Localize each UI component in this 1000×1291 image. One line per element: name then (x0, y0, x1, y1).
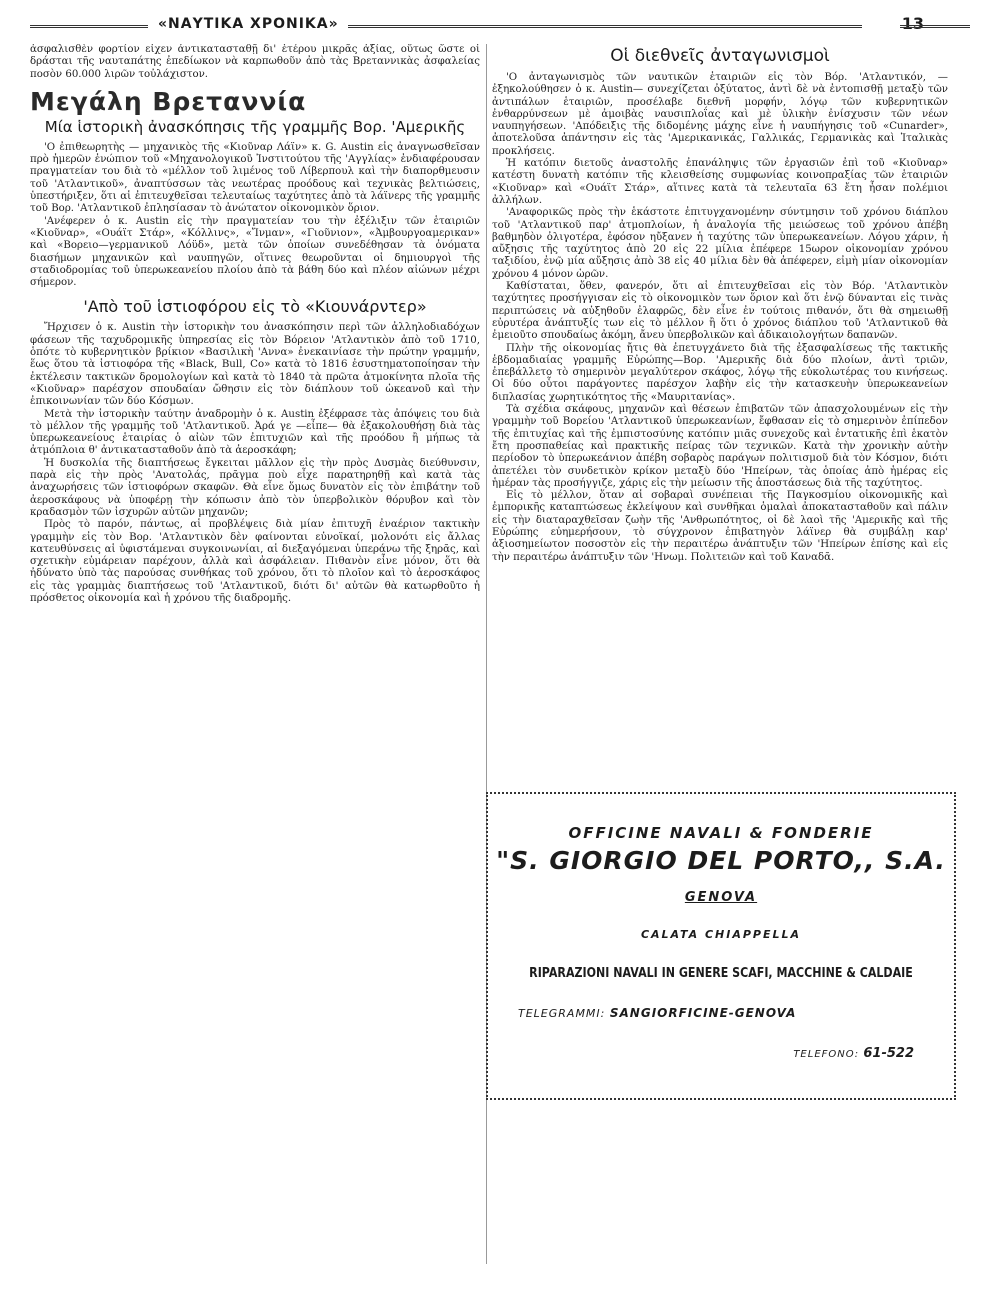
paragraph: 'Αναφορικῶς πρὸς τὴν ἑκάστοτε ἐπιτυγχανομένην σύντμησιν τοῦ χρόνου διάπλου τοῦ 'Ατλαντικοῦ παρ' ἀτμοπλοίων, ἡ ἀναλογία τῆς μειώσεως τοῦ χρόνου ἀπέβη βαθμηδὸν ὀλιγοτέρα, ἐφόσον ηὔξανεν ἡ ταχύτης τῶν ὑπερωκεανείων. Λόγου χάριν, ἡ αὔξησις τῆς ταχύτητος ἀπὸ 20 εἰς 22 μίλια ἐπέφερε 15ωρον οἰκονομίαν χρόνου ταξιδίου, ἐνῷ μία αὔξησις ἀπὸ 38 εἰς 40 μίλια δὲν θὰ ἀπέφερεν, εἰμὴ μίαν οἰκονομίαν χρόνου 4 μόνον ὡρῶν. (492, 207, 948, 280)
article-subtitle: Μία ἱστορικὴ ἀνασκόπησις τῆς γραμμῆς Βορ. 'Αμερικῆς (44, 117, 466, 136)
ad-telegram-label: TELEGRAMMI: (518, 1007, 606, 1020)
paragraph: Καθίσταται, ὅθεν, φανερόν, ὅτι αἱ ἐπιτευχθεῖσαι εἰς τὸν Βόρ. 'Ατλαντικὸν ταχύτητες προσήγγισαν εἰς τὸ οἰκονομικὸν των ὅριον καὶ ὅτι ἐνῷ δύνανται εἰς τινὰς περιπτώσεις νὰ αὐξηθοῦν ἐλαφρῶς, δὲν εἶνε ἐν τούτοις πιθανόν, ὅτι θὰ σημειωθῇ εὐρυτέρα ἀνάπτυξίς των εἰς τὸ μέλλον ἢ ὅτι ὁ χρόνος διάπλου τοῦ 'Ατλαντικοῦ θὰ ἐμειοῦτο σπουδαίως ἀκόμη, ἄνευ ὑπερβολικῶν καὶ ἀδικαιολογήτων δαπανῶν. (492, 281, 948, 342)
ad-city: GENOVA (684, 890, 758, 905)
section-heading: Οἱ διεθνεῖς ἀνταγωνισμοὶ (610, 46, 830, 66)
ad-phone-value: 61-522 (863, 1046, 914, 1061)
journal-title: «ΝΑΥΤΙΚΑ ΧΡΟΝΙΚΑ» (158, 16, 339, 32)
paragraph: Μετὰ τὴν ἱστορικὴν ταύτην ἀναδρομὴν ὁ κ. Austin ἐξέφρασε τὰς ἀπόψεις του διὰ τὸ μέλλον τῆς γραμμῆς τοῦ 'Ατλαντικοῦ. Ἀρά γε —εἶπε— θὰ ἐξακολουθήσῃ διὰ τὰς ὑπερωκεανείους ἑταιρίας ὁ αἰὼν τῶν ἐπιτυχιῶν καὶ τῆς προόδου ἢ μήπως τὰ ἀτμόπλοια θ' ἀντικατασταθοῦν ἀπὸ τὰ ἀεροσκάφη; (30, 408, 480, 457)
paragraph: Τὰ σχέδια σκάφους, μηχανῶν καὶ θέσεων ἐπιβατῶν τῶν ἀπασχολουμένων εἰς τὴν γραμμὴν τοῦ Βορείου 'Ατλαντικοῦ ὑπερωκεανίων, ἔφθασαν εἰς τὸ σημερινὸν ἐπίπεδον τῆς ἐπιτυχίας καὶ τῆς ἐμπιστοσύνης κατόπιν μιᾶς συνεχοῦς καὶ ἐντατικῆς ἐπὶ ἑκατὸν ἔτη προσπαθείας καὶ πρακτικῆς πείρας τῶν τεχνικῶν. Κατὰ τὴν χρονικὴν αὐτὴν περίοδον τὸ ὑπερωκεάνιον ἀπέβη σοβαρὸς παράγων πολιτισμοῦ διὰ τὸν Κόσμον, διότι ἀπετέλει τὸν συνδετικὸν κρίκον μεταξὺ δύο 'Ηπείρων, τὰς ὁποίας ἀπὸ ἡμέρας εἰς ἡμέραν τὰς προσήγγιζε, χάρις εἰς τὴν μείωσιν τῆς ἀποστάσεως διὰ τῆς ταχύτητος. (492, 404, 948, 489)
header-rule-right (900, 25, 970, 28)
ad-services: RIPARAZIONI NAVALI IN GENERE SCAFI, MACCHINE & CALDAIE (529, 966, 913, 981)
right-column (492, 44, 948, 784)
ad-company-name: "S. GIORGIO DEL PORTO,, S.A. (496, 846, 946, 875)
header-rule-left (30, 25, 148, 28)
ad-telegram (518, 1006, 796, 1020)
paragraph: Ἡ δυσκολία τῆς διαπτήσεως ἔγκειται μᾶλλον εἰς τὴν πρὸς Δυσμὰς διεύθυνσιν, παρὰ εἰς τὴν πρὸς 'Ανατολάς, πρᾶγμα ποὺ εἶχε παρατηρηθῇ καὶ κατὰ τὰς ἀναχωρήσεις τῶν ἱστιοφόρων σκαφῶν. Θὰ εἶνε ὅμως δυνατὸν εἰς τὸν ἐπιβάτην τοῦ ἀεροσκάφους νὰ ὑποφέρῃ τὴν κόπωσιν ἀπὸ τὸν ὑπερβολικὸν θόρυβον καὶ τὸν κραδασμὸν τῶν ἰσχυρῶν αὐτῶν μηχανῶν; (30, 457, 480, 518)
running-header (30, 14, 970, 38)
paragraph: 'Ο ἀνταγωνισμὸς τῶν ναυτικῶν ἑταιριῶν εἰς τὸν Βόρ. 'Ατλαντικόν, —ἐξηκολούθησεν ὁ κ. Austin— συνεχίζεται ὀξύτατος, ἀντὶ δὲ νὰ ἐντοπισθῇ μεταξὺ τῶν ἀντιπάλων ἑταιριῶν, προσέλαβε διεθνῆ μορφήν, λόγῳ τῶν κυβερνητικῶν ἐνθαρρύνσεων μὲ ἀμοιβὰς ναυσιπλοΐας καὶ μὲ ὑλικὴν ἐνίσχυσιν τῶν νέων ναυπηγήσεων. 'Απόδειξις τῆς διδομένης μάχης εἶνε ἡ ναυπήγησις τοῦ «Cunarder», ἀποτελοῦσα ἀπάντησιν εἰς τὰς 'Αμερικανικάς, Γαλλικάς, Γερμανικὰς καὶ Ἰταλικὰς προκλήσεις. (492, 72, 948, 157)
ad-line-officine: OFFICINE NAVALI & FONDERIE (568, 824, 874, 842)
ad-address: CALATA CHIAPPELLA (640, 928, 802, 941)
page-number: 13 (901, 14, 924, 33)
ad-phone (793, 1046, 914, 1061)
paragraph: 'Ο ἐπιθεωρητὴς — μηχανικὸς τῆς «Κιοῦναρ Λάϊν» κ. G. Austin εἰς ἀναγνωσθεῖσαν πρὸ ἡμερῶν ἐνώπιον τοῦ «Μηχανολογικοῦ Ἰνστιτούτου τῆς 'Αγγλίας» ἐνδιαφέρουσαν πραγματείαν του διὰ τὸ «μέλλον τοῦ λιμένος τοῦ Λίβερπουλ καὶ τὴν διαπορθμευσιν τοῦ 'Ατλαντικοῦ», ἀναπτύσσων τὰς νεωτέρας προόδους καὶ τεχνικὰς βελτιώσεις, ὑπεστήριξεν, ὅτι αἱ ἐπιτευχθεῖσαι τελευταίως ταχύτητες ἀπὸ τὰ λάϊνερς τῆς γραμμῆς τοῦ Βορ. 'Ατλαντικοῦ ἐπλησίασαν τὸ ἀνώτατον οἰκονομικὸν ὅριον. (30, 141, 480, 215)
paragraph: 'Ανέφερεν ὁ κ. Austin εἰς τὴν πραγματείαν του τὴν ἐξέλιξιν τῶν ἑταιριῶν «Κιοῦναρ», «Ουάϊτ Στάρ», «Κόλλινς», «Ἴνμαν», «Γιοῦνιον», «Ἀμβουργοαμερικαν» καὶ «Βορειο—γερμανικοῦ Λόϋδ», μετὰ τῶν ὁποίων συνεδέθησαν τὰ ὀνόματα διασήμων μηχανικῶν καὶ ναυπηγῶν, οἵτινες θεωροῦνται οἱ δημιουργοὶ τῆς σταδιοδρομίας τοῦ ὑπερωκεανείου πλοίου ἀπὸ τὰ βάθη δύο καὶ πλέον αἰώνων μέχρι σήμερον. (30, 215, 480, 289)
article-title: Μεγάλη Βρεταννία (30, 86, 307, 116)
section-heading: 'Απὸ τοῦ ἱστιοφόρου εἰς τὸ «Κιουνάρντερ» (83, 297, 427, 317)
intro-paragraph: ἀσφαλισθὲν φορτίον εἶχεν ἀντικατασταθῇ δι' ἑτέρου μικρᾶς ἀξίας, οὕτως ὥστε οἱ δράσται τῆς ναυταπάτης ἐπεδίωκον νὰ καρπωθοῦν ἀπὸ τὰς Βρεταννικὰς ἀσφαλείας ποσὸν 60.000 λιρῶν τοὐλάχιστον. (30, 44, 480, 80)
paragraph: Εἰς τὸ μέλλον, ὅταν αἱ σοβαραὶ συνέπειαι τῆς Παγκοσμίου οἰκονομικῆς καὶ ἐμπορικῆς καταπτώσεως ἐκλείψουν καὶ συνθῆκαι ὁμαλαὶ ἀποκατασταθοῦν καὶ πάλιν εἰς τὴν διαταραχθεῖσαν ζωὴν τῆς 'Ανθρωπότητος, οἱ δὲ λαοὶ τῆς 'Αμερικῆς καὶ τῆς Εὐρώπης εὐημερήσουν, τὸ σύγχρονον ἐπιβατηγὸν λάϊνερ θὰ συμβάλῃ καρ' ἀξιοσημείωτον ποσοστὸν εἰς τὴν περαιτέρω ἀνάπτυξιν τῶν 'Ηπείρων ἐπίσης καὶ εἰς τὴν περαιτέρω ἀνάπτυξιν τῶν 'Ηνωμ. Πολιτειῶν καὶ τοῦ Καναδᾶ. (492, 490, 948, 563)
header-rule-middle (348, 25, 862, 28)
shipyard-advertisement (486, 792, 956, 1100)
paragraph: Ἡ κατόπιν διετοῦς ἀναστολῆς ἐπανάληψις τῶν ἐργασιῶν ἐπὶ τοῦ «Κιοῦναρ» κατέστη δυνατὴ κατόπιν τῆς κλεισθείσης συμφωνίας κοινοπραξίας τῶν ἑταιριῶν «Κιοῦναρ» καὶ «Ουάϊτ Στάρ», αἵτινες κατὰ τὰ τελευταῖα 63 ἔτη ἦσαν πολέμιοι ἀλλήλων. (492, 158, 948, 206)
paragraph: Πλὴν τῆς οἰκονομίας ἤτις θὰ ἐπετυγχάνετο διὰ τῆς ἐξασφαλίσεως τῆς τακτικῆς ἑβδομαδιαίας γραμμῆς Εὐρώπης—Βορ. 'Αμερικῆς διὰ δύο πλοίων, ἀντὶ τριῶν, ἐπεβάλλετο τὸ σημερινὸν μεγαλύτερον σκάφος, λόγῳ τῆς εὐκολωτέρας του κινήσεως. Οἱ δύο οὗτοι παράγοντες παρέσχον λαβὴν εἰς τὴν κατασκευὴν ὑπερωκεανείων διπλασίας χωρητικότητος τῆς «Μαυριτανίας». (492, 342, 948, 403)
paragraph: Πρὸς τὸ παρόν, πάντως, αἱ προβλέψεις διὰ μίαν ἐπιτυχῆ ἐναέριον τακτικὴν γραμμὴν εἰς τὸν Βορ. 'Ατλαντικὸν δὲν φαίνονται εὐνοϊκαί, μολονότι εἰς ἄλλας κατευθύνσεις αἱ ὑφιστάμεναι συγκοινωνίαι, αἱ διεξαγόμεναι ὑπεράνω τῆς ξηρᾶς, καὶ σχετικὴν εὐμάρειαν παρέχουν, ἀλλὰ καὶ ἀσφάλειαν. Πιθανὸν εἶνε μόνον, ὅτι θὰ ἠδύνατο ὑπὸ τὰς παρούσας συνθήκας τοῦ χρόνου, ὅτι τὸ πλοῖον καὶ τὸ ἀεροσκάφος εἰς τὰς γραμμὰς διαπτήσεως τοῦ 'Ατλαντικοῦ, διότι δι' αὐτῶν θὰ κατωρθοῦτο ἡ πρόσθετος οἰκονομία καὶ ἡ χρόνου τῆς διαδρομῆς. (30, 519, 480, 604)
ad-telegram-value: SANGIORFICINE-GENOVA (609, 1006, 797, 1020)
left-column (30, 44, 480, 1264)
paragraph: Ἤρχισεν ὁ κ. Austin τὴν ἱστορικὴν του ἀνασκόπησιν περὶ τῶν ἀλληλοδιαδόχων φάσεων τῆς ταχυδρομικῆς ὑπηρεσίας εἰς τὸν Βόρειον 'Ατλαντικὸν ἀπὸ τοῦ 1710, ὁπότε τὸ κυβερνητικὸν βρίκιον «Βασιλικὴ 'Αννα» ἐνεκαινίασε τὴν πρώτην γραμμήν, ἕως ὅτου τὰ ἱστιοφόρα τῆς «Black, Bull, Co» κατὰ τὸ 1816 ἐσυστηματοποίησαν τὴν ἐκτέλεσιν τακτικῶν δρομολογίων καὶ κατὰ τὸ 1840 τὰ πρῶτα ἀτμοκίνητα πλοῖα τῆς «Κιοῦναρ» παρέσχον σπουδαίαν ὤθησιν εἰς τὸν διάπλουν τοῦ ὠκεανοῦ καὶ τὴν ἐπικοινωνίαν τῶν δύο Κόσμων. (30, 322, 480, 408)
ad-phone-label: TELEFONO: (793, 1049, 860, 1060)
